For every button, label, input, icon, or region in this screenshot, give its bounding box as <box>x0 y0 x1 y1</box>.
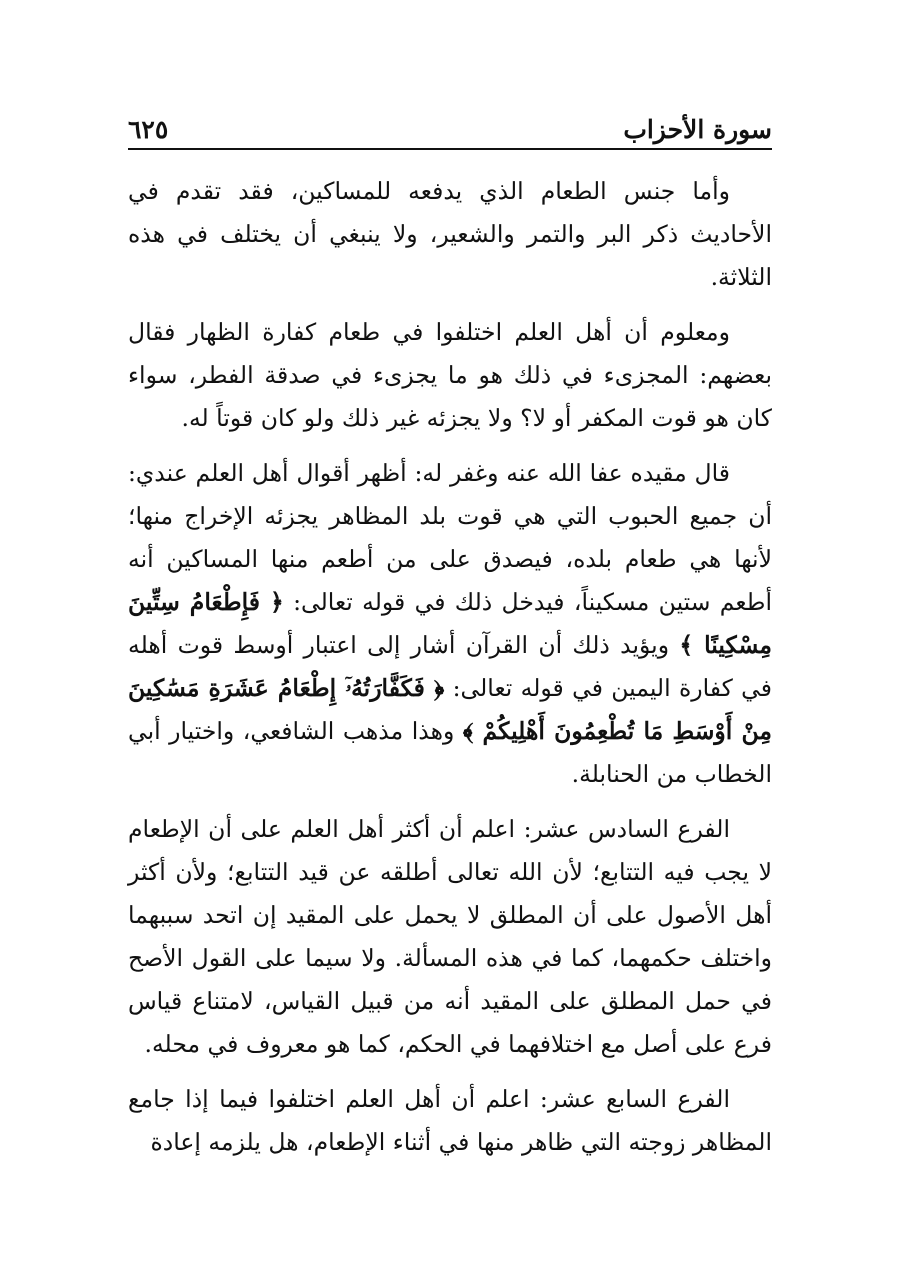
paragraph-text-part: ويؤيد ذلك أن القرآن أشار إلى اعتبار أوسط قوت أهله في كفارة اليمين في قوله تعالى: <box>128 631 773 702</box>
paragraph-food-type: وأما جنس الطعام الذي يدفعه للمساكين، فقد تقدم في الأحاديث ذكر البر والتمر والشعير، ولا ينبغي أن يختلف في هذه الثلاثة. <box>128 177 772 291</box>
page-number: ٦٢٥ <box>128 115 169 144</box>
quran-verse-oath-expiation: ﴿ فَكَفَّارَتُهُۥٓ إِطْعَامُ عَشَرَةِ مَسَٰكِينَ مِنْ أَوْسَطِ مَا تُطْعِمُونَ أَهْلِيكُمْ ﴾ <box>128 674 772 745</box>
page-body <box>128 170 772 1164</box>
running-header <box>128 110 772 150</box>
paragraph-sixteenth-branch: الفرع السادس عشر: اعلم أن أكثر أهل العلم على أن الإطعام لا يجب فيه التتابع؛ لأن الله تعالى أطلقه عن قيد التتابع؛ ولأن أكثر أهل الأصول على أن المطلق لا يحمل على المقيد إن اتحد سببهما واختلف حكمهما، كما في هذه المسألة. ولا سيما على القول الأصح في حمل المطلق على المقيد أنه من قبيل القياس، لامتناع قياس فرع على أصل مع اختلافهما في الحكم، كما هو معروف في محله. <box>128 815 772 1058</box>
book-page <box>128 110 772 1176</box>
paragraph-text-part: قال مقيده عفا الله عنه وغفر له: أظهر أقوال أهل العلم عندي: أن جميع الحبوب التي هي قوت بلد المظاهر يجزئه الإخراج منها؛ لأنها هي طعام بلده، فيصدق على من أطعم منها المساكين أنه أطعم ستين مسكيناً، فيدخل ذلك في قوله تعالى: <box>128 459 772 616</box>
paragraph-author-opinion <box>128 452 772 796</box>
paragraph-seventeenth-branch: الفرع السابع عشر: اعلم أن أهل العلم اختلفوا فيما إذا جامع المظاهر زوجته التي ظاهر منها في أثناء الإطعام، هل يلزمه إعادة <box>128 1085 772 1156</box>
paragraph-text-part: وهذا مذهب الشافعي، واختيار أبي الخطاب من الحنابلة. <box>128 717 772 788</box>
surah-title: سورة الأحزاب <box>623 115 772 144</box>
quran-verse-feeding-sixty: ﴿ فَإِطْعَامُ سِتِّينَ مِسْكِينًا ﴾ <box>128 588 772 659</box>
paragraph-zihar-food: ومعلوم أن أهل العلم اختلفوا في طعام كفارة الظهار فقال بعضهم: المجزىء في ذلك هو ما يجزىء في صدقة الفطر، سواء كان هو قوت المكفر أو لا؟ ولا يجزئه غير ذلك ولو كان قوتاً له. <box>128 318 772 432</box>
